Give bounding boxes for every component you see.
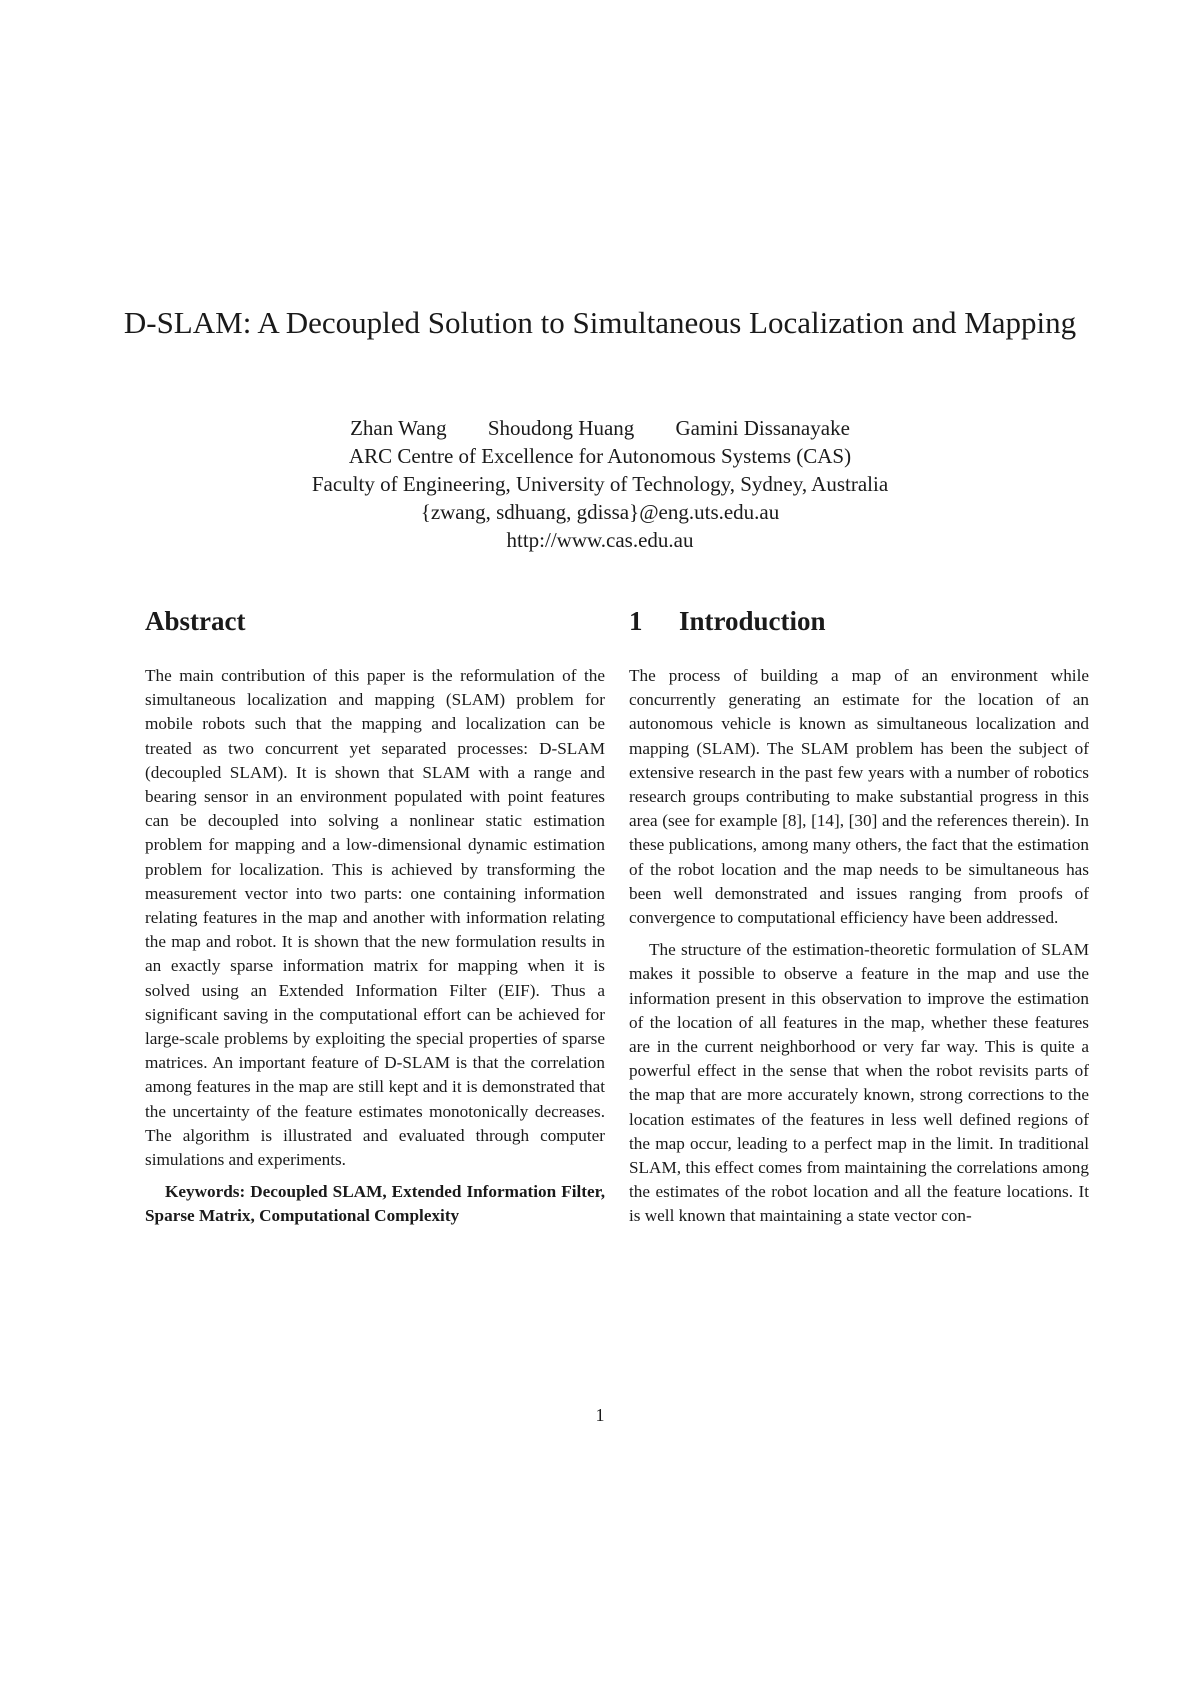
affiliation: ARC Centre of Excellence for Autonomous Systems (CAS) — [348, 444, 852, 468]
author-block — [100, 414, 1100, 554]
page-number: 1 — [595, 1405, 605, 1425]
institution: Faculty of Engineering, University of Technology, Sydney, Australia — [311, 472, 889, 496]
abstract-text: The main contribution of this paper is the reformulation of the simultaneous localization and mapping (SLAM) problem for mobile robots such that the mapping and localization can be treated as two concurrent yet separated processes: D-SLAM (decoupled SLAM). It is shown that SLAM with a range and bearing sensor in an environment populated with point features can be decoupled into solving a nonlinear static estimation problem for mapping and a low-dimensional dynamic estimation problem for localization. This is achieved by transforming the measurement vector into two parts: one containing information relating features in the map and another with information relating the map and robot. It is shown that the new formulation results in an exactly sparse information matrix for mapping when it is solved using an Extended Information Filter (EIF). Thus a significant saving in the computational effort can be achieved for large-scale problems by exploiting the special properties of sparse matrices. An important feature of D-SLAM is that the correlation among features in the map are still kept and it is demonstrated that the uncertainty of the feature estimates monotonically decreases. The algorithm is illustrated and evaluated through computer simulations and experiments. — [145, 666, 605, 1170]
introduction-heading — [629, 604, 826, 638]
author-name: Shoudong Huang — [487, 416, 635, 440]
paper-title: D-SLAM: A Decoupled Solution to Simultaneous Localization and Mapping — [123, 305, 1077, 340]
author-emails: {zwang, sdhuang, gdissa}@eng.uts.edu.au — [420, 500, 780, 524]
website-url: http://www.cas.edu.au — [506, 528, 694, 552]
keywords-label: Keywords: — [165, 1182, 246, 1202]
section-title: Introduction — [679, 606, 826, 636]
abstract-column — [145, 664, 605, 1229]
author-names — [100, 414, 1100, 442]
keywords-list: Decoupled SLAM, Extended Information Filter, Sparse Matrix, Computational Complexity — [145, 1182, 605, 1226]
abstract-heading: Abstract — [145, 606, 246, 636]
keywords — [145, 1180, 605, 1228]
intro-paragraph: The structure of the estimation-theoretic formulation of SLAM makes it possible to observe a feature in the map and use the information present in this observation to improve the estimation of the location of all features in the map, whether these features are in the current neighborhood or very far way. This is quite a powerful effect in the sense that when the robot revisits parts of the map that are more accurately known, strong corrections to the location estimates of the features in less well defined regions of the map occur, leading to a perfect map in the limit. In traditional SLAM, this effect comes from maintaining the correlations among the estimates of the robot location and all the feature locations. It is well known that maintaining a state vector con- — [629, 940, 1089, 1226]
intro-paragraph: The process of building a map of an environment while concurrently generating an estimate for the location of an autonomous vehicle is known as simultaneous localization and mapping (SLAM). The SLAM problem has been the subject of extensive research in the past few years with a number of robotics research groups contributing to make substantial progress in this area (see for example [8], [14], [30] and the references therein). In these publications, among many others, the fact that the estimation of the robot location and the map needs to be simultaneous has been well demonstrated and issues ranging from proofs of convergence to computational efficiency have been addressed. — [629, 666, 1089, 928]
section-number: 1 — [629, 606, 643, 636]
author-name: Gamini Dissanayake — [675, 416, 850, 440]
introduction-column — [629, 664, 1089, 1229]
author-name: Zhan Wang — [350, 416, 447, 440]
